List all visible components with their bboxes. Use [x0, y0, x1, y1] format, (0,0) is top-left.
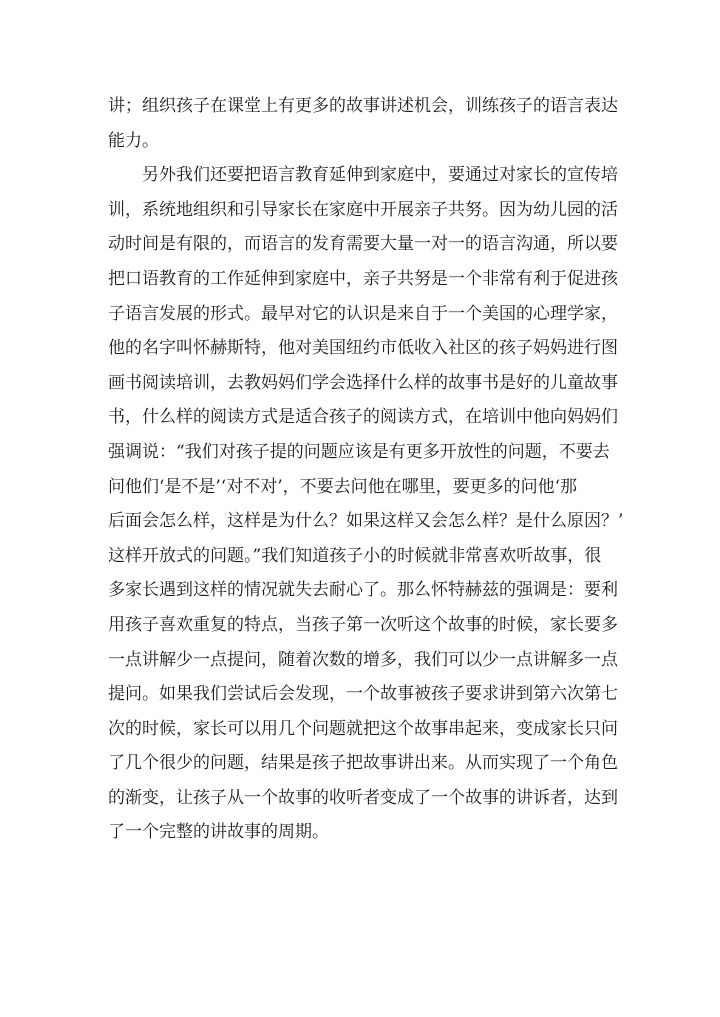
text-line: 能力。 — [108, 130, 159, 151]
text-line: 提问。如果我们尝试后会发现，一个故事被孩子要求讲到第六次第七 — [108, 684, 618, 705]
text-line: 讲；组织孩子在课堂上有更多的故事讲述机会，训练孩子的语言表达 — [108, 96, 618, 116]
text-line — [108, 850, 648, 885]
text-line: 了一个完整的讲故事的周期。 — [108, 822, 329, 843]
text-line: 用孩子喜欢重复的特点，当孩子第一次听这个故事的时候，家长要多 — [108, 614, 618, 635]
text-line: 这样开放式的问题。”我们知道孩子小的时候就非常喜欢听故事，很 — [108, 545, 602, 566]
text-line: 了几个很少的问题，结果是孩子把故事讲出来。从而实现了一个角色 — [108, 753, 618, 774]
document-body — [108, 89, 648, 919]
text-line: 的渐变，让孩子从一个故事的收听者变成了一个故事的讲诉者，达到 — [108, 787, 618, 808]
text-line: 他的名字叫怀赫斯特，他对美国纽约市低收入社区的孩子妈妈进行图 — [108, 338, 618, 359]
paragraph-1 — [108, 89, 648, 158]
text-line — [108, 885, 648, 920]
text-line: 问他们‘是不是’‘对不对’，不要去问他在哪里，要更多的问他‘那 — [108, 476, 578, 497]
text-line: 多家长遇到这样的情况就失去耐心了。那么怀特赫兹的强调是：要利 — [108, 580, 618, 601]
text-line: 次的时候，家长可以用几个问题就把这个故事串起来，变成家长只问 — [108, 718, 618, 739]
text-line: 画书阅读培训，去教妈妈们学会选择什么样的故事书是好的儿童故事 — [108, 372, 618, 393]
text-line: 一点讲解少一点提问，随着次数的增多，我们可以少一点讲解多一点 — [108, 649, 618, 670]
text-line: 后面会怎么样，这样是为什么？如果这样又会怎么样？是什么原因？’ — [108, 511, 624, 532]
text-line: 训，系统地组织和引导家长在家庭中开展亲子共努。因为幼儿园的活 — [108, 199, 618, 220]
text-line: 子语言发展的形式。最早对它的认识是来自于一个美国的心理学家， — [108, 303, 618, 324]
text-line: 把口语教育的工作延伸到家庭中，亲子共努是一个非常有利于促进孩 — [108, 268, 618, 289]
text-line: 书，什么样的阅读方式是适合孩子的阅读方式，在培训中他向妈妈们 — [108, 407, 618, 428]
paragraph-2 — [108, 158, 648, 919]
text-line: 强调说：“我们对孩子提的问题应该是有更多开放性的问题，不要去 — [108, 441, 610, 462]
text-line: 另外我们还要把语言教育延伸到家庭中，要通过对家长的宣传培 — [142, 165, 618, 186]
text-line: 动时间是有限的，而语言的发育需要大量一对一的语言沟通，所以要 — [108, 234, 618, 255]
